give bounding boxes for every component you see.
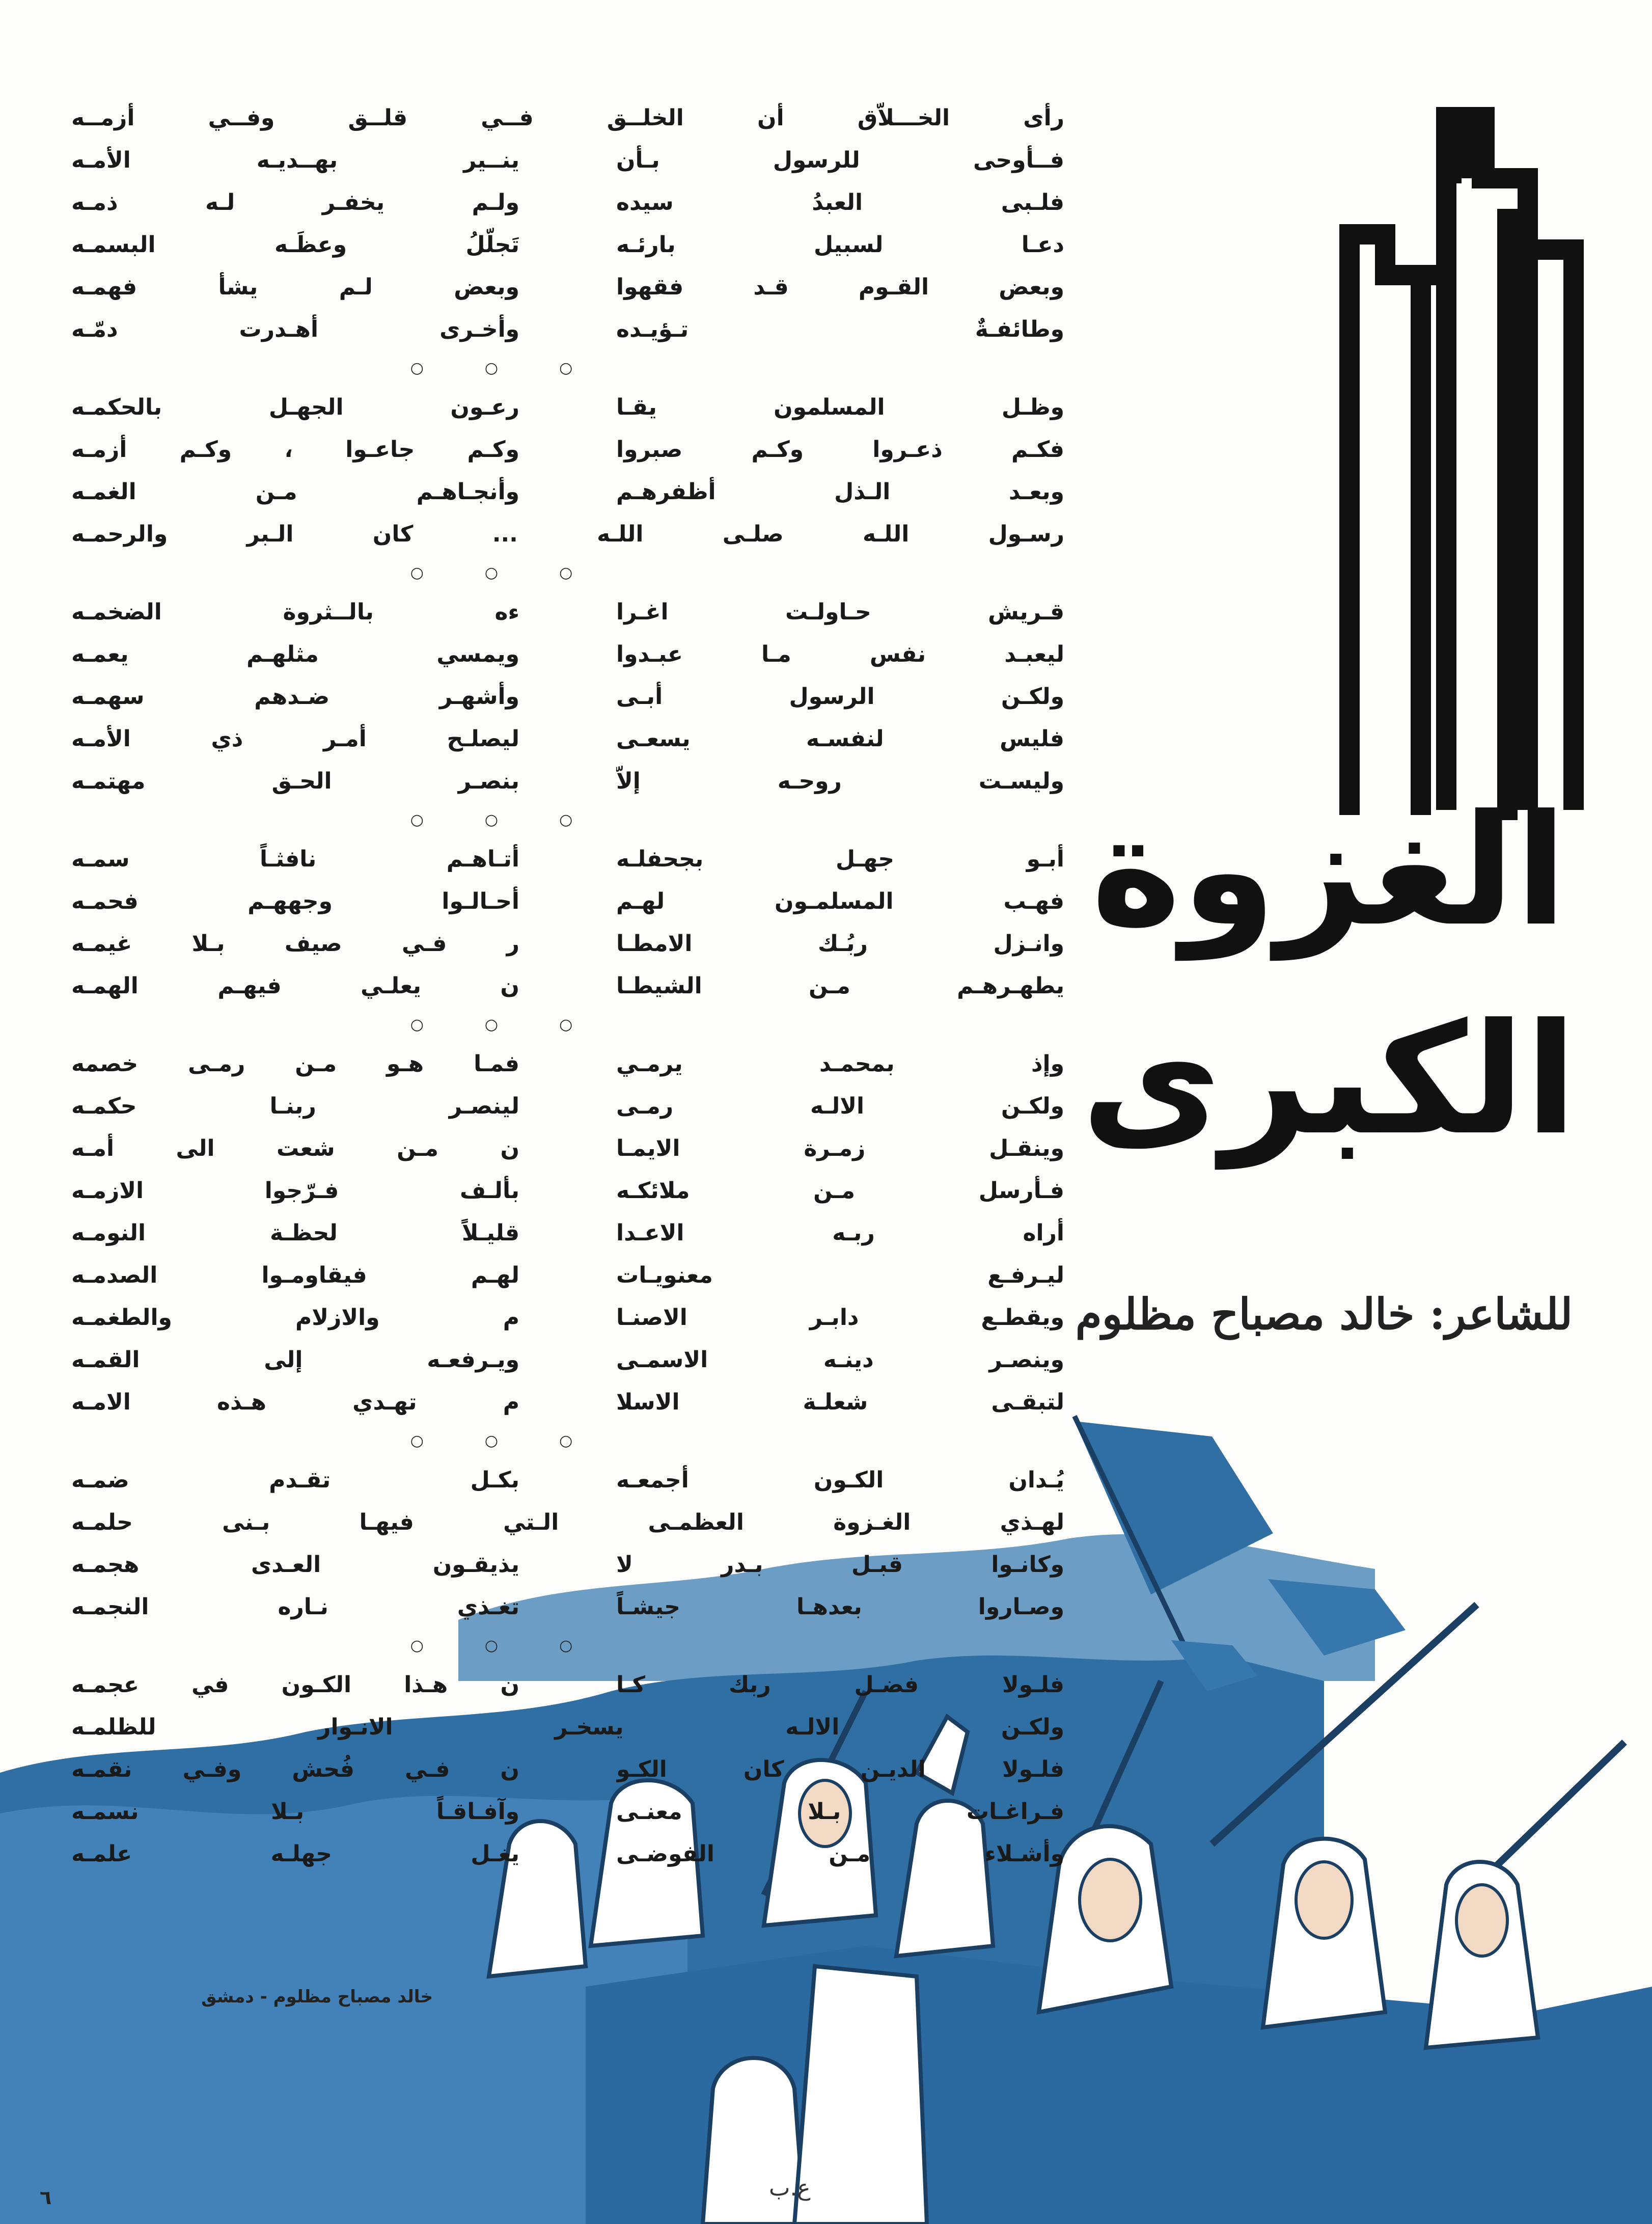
separator-dot: ○: [410, 811, 424, 829]
verse-first-hemistich: لتبقـى شعلـة الاسلا: [616, 1389, 1064, 1415]
verse-first-hemistich: فـأرسل مـن ملائكـه: [616, 1178, 1064, 1204]
verse-line: [71, 1501, 1064, 1543]
verse-second-hemistich: فمـا هـو مـن رمـى خصمه: [71, 1051, 519, 1077]
verse-second-hemistich: وكـم جاعـوا ، وكـم أزمـه: [71, 437, 519, 463]
verse-line: [71, 880, 1064, 923]
verse-first-hemistich: وينقـل زمـرة الايمـا: [616, 1135, 1064, 1161]
verse-first-hemistich: ويقطـع دابـر الاصنـا: [616, 1305, 1064, 1331]
separator-dot: ○: [410, 1016, 424, 1034]
verse-full: ولكـن الالـه يسخـر الانـوار للظلمـه: [71, 1714, 1064, 1740]
verse-second-hemistich: ولـم يخفـر لـه ذمـه: [71, 189, 519, 215]
verse-first-hemistich: وبعـد الـذل أظفرهـم: [616, 479, 1064, 505]
stanza-separator: [71, 1007, 1064, 1043]
verse-first-hemistich: ولكـن الالـه رمـى: [616, 1093, 1064, 1119]
verse-line: [71, 471, 1064, 513]
verse-second-hemistich: ويمسي مثلهـم يعمـه: [71, 641, 519, 667]
verse-line: [71, 1381, 1064, 1423]
verse-first-hemistich: دعـا لسبيل بارئـه: [616, 232, 1064, 258]
verse-second-hemistich: تغـذي نـاره النجمـه: [71, 1594, 519, 1620]
separator-dot: ○: [559, 1637, 573, 1655]
verse-line: [71, 838, 1064, 880]
stanza: [71, 591, 1064, 802]
separator-dot: ○: [559, 359, 573, 377]
verse-second-hemistich: ن هـذا الكـون في عجمـه: [71, 1672, 519, 1698]
verse-line: [71, 1085, 1064, 1127]
verse-second-hemistich: ر فـي صيف بـلا غيمـه: [71, 931, 519, 957]
stanza: [71, 1664, 1064, 1875]
verse-line: [71, 633, 1064, 675]
verse-first-hemistich: يطهـرهـم مـن الشيطـا: [616, 973, 1064, 999]
separator-dot: ○: [410, 359, 424, 377]
verse-line: [71, 1833, 1064, 1875]
separator-dot: ○: [559, 811, 573, 829]
verse-second-hemistich: لينصـر ربنـا حكمـه: [71, 1093, 519, 1119]
verse-first-hemistich: يُـدان الكـون أجمعـه: [616, 1467, 1064, 1493]
page-number: ٦: [40, 2186, 52, 2209]
verse-second-hemistich: بألـف فـرّجوا الازمـه: [71, 1178, 519, 1204]
verse-first-hemistich: وأشـلاء مـن الفوضـى: [616, 1841, 1064, 1867]
author-signature: خالد مصباح مظلوم - دمشق: [201, 1987, 433, 2007]
verse-second-hemistich: لهـم فيقاومـوا الصدمـه: [71, 1262, 519, 1288]
stanza-separator: [71, 350, 1064, 386]
verse-line: [71, 1254, 1064, 1296]
verse-full: رسـول اللـه صلـى اللـه ... كان الـبر والرحمـه: [71, 521, 1064, 547]
separator-dot: ○: [559, 1432, 573, 1450]
stanza-separator: [71, 555, 1064, 591]
verse-line: [71, 1706, 1064, 1748]
separator-dot: ○: [559, 1016, 573, 1034]
verse-second-hemistich: يذيقـون العـدى هجمـه: [71, 1552, 519, 1578]
verse-line: [71, 1127, 1064, 1170]
verse-first-hemistich: فــأوحى للرسول بـأن: [616, 147, 1064, 173]
title-line1: الغزوة: [1091, 782, 1567, 960]
verse-first-hemistich: ولكـن الرسول أبـى: [616, 684, 1064, 710]
verse-second-hemistich: بكـل تقـدم ضمـه: [71, 1467, 519, 1493]
verse-second-hemistich: وبعض لـم يشأ فهمـه: [71, 274, 519, 300]
verse-second-hemistich: ن مـن شعت الى أمـه: [71, 1135, 519, 1161]
verse-line: [71, 1459, 1064, 1501]
verse-second-hemistich: وأخـرى أهـدرت دمّـه: [71, 316, 519, 342]
verse-first-hemistich: وينصـر دينـه الاسمـى: [616, 1347, 1064, 1373]
verse-second-hemistich: يغـل جهلـه علمـه: [71, 1841, 519, 1867]
verse-second-hemistich: بنصـر الحـق مهتمـه: [71, 768, 519, 794]
verse-line: [71, 675, 1064, 718]
verse-line: [71, 386, 1064, 428]
verse-first-hemistich: قـريش حـاولـت اغـرا: [616, 599, 1064, 625]
title: [1059, 782, 1599, 1217]
verse-line: [71, 1043, 1064, 1085]
artist-signature: ع.ب: [769, 2175, 811, 2201]
verse-first-hemistich: وظـل المسلمون يقـا: [616, 394, 1064, 420]
verse-first-hemistich: وليسـت روحـه إلاّ: [616, 768, 1064, 794]
verse-line: [71, 760, 1064, 802]
separator-dot: ○: [410, 1637, 424, 1655]
separator-dot: ○: [484, 1432, 499, 1450]
verse-line: [71, 1170, 1064, 1212]
verse-first-hemistich: ليـرفـع معنويـات: [616, 1262, 1064, 1288]
verse-first-hemistich: وانـزل ربُـك الامطـا: [616, 931, 1064, 957]
stanza: [71, 97, 1064, 350]
verse-first-hemistich: وطائفـةٌ تـؤيـده: [616, 316, 1064, 342]
verse-first-hemistich: وإذ بمحمـد يرمـي: [616, 1051, 1064, 1077]
verse-first-hemistich: فـراغـات بـلا معنـى: [616, 1799, 1064, 1825]
verse-first-hemistich: فلـولا فضـل ربك كـا: [616, 1672, 1064, 1698]
verse-line: [71, 266, 1064, 308]
separator-dot: ○: [484, 1016, 499, 1034]
verse-line: [71, 591, 1064, 633]
verse-second-hemistich: قليـلاً لحظـة النومـه: [71, 1220, 519, 1246]
verse-line: [71, 923, 1064, 965]
separator-dot: ○: [484, 359, 499, 377]
verse-first-hemistich: وصـاروا بعدهـا جيشـاً: [616, 1594, 1064, 1620]
verse-first-hemistich: أراه ربـه الاعـدا: [616, 1220, 1064, 1246]
verse-second-hemistich: وأنجـاهـم مـن الغمـه: [71, 479, 519, 505]
verse-line: [71, 1586, 1064, 1628]
verse-second-hemistich: أحـالـوا وجههـم فحمـه: [71, 888, 519, 914]
verse-second-hemistich: رعـون الجهـل بالحكمـه: [71, 394, 519, 420]
verse-second-hemistich: وآفـاقـاً بـلا نسمـه: [71, 1799, 519, 1825]
verse-second-hemistich: ن فـي فُحش وفـي نقمـه: [71, 1756, 519, 1782]
verse-line: [71, 181, 1064, 224]
verse-line: [71, 139, 1064, 181]
verse-first-hemistich: فلـولا الديـن كان الكـو: [616, 1756, 1064, 1782]
separator-dot: ○: [484, 811, 499, 829]
verse-first-hemistich: فلـبى العبدُ سيده: [616, 189, 1064, 215]
separator-dot: ○: [410, 564, 424, 582]
verse-line: [71, 1543, 1064, 1586]
verse-first-hemistich: أبـو جهـل بجحفلـه: [616, 846, 1064, 872]
verse-full: لهـذي الغـزوة العظمـى الـتي فيهـا بـنى حلمـه: [71, 1509, 1064, 1535]
verse-line: [71, 1748, 1064, 1791]
stanza-separator: [71, 1423, 1064, 1459]
verse-second-hemistich: تَجلّلُ وعظَـه البسمـه: [71, 232, 519, 258]
verse-full: رأى الخـــلاّق أن الخلــق فــي قلــق وفــي أزمــه: [71, 105, 1064, 131]
verse-line: [71, 513, 1064, 555]
separator-dot: ○: [559, 564, 573, 582]
verse-line: [71, 718, 1064, 760]
verse-line: [71, 308, 1064, 350]
poet-credit: للشاعر: خالد مصباح مظلوم: [1075, 1289, 1573, 1339]
verse-first-hemistich: وكانـوا قبـل بـدر لا: [616, 1552, 1064, 1578]
verse-first-hemistich: فليس لنفسـه يسعـى: [616, 726, 1064, 752]
stanza: [71, 1459, 1064, 1628]
verse-second-hemistich: أتـاهـم نافثـاً سمـه: [71, 846, 519, 872]
title-line2: الكبرى: [1081, 991, 1577, 1169]
stanza: [71, 1043, 1064, 1423]
separator-dot: ○: [484, 1637, 499, 1655]
poem-body: [71, 97, 1064, 1875]
separator-dot: ○: [484, 564, 499, 582]
verse-second-hemistich: م تهـدي هـذه الامـه: [71, 1389, 519, 1415]
verse-line: [71, 1296, 1064, 1339]
verse-second-hemistich: ءه بالــثروة الضخمـه: [71, 599, 519, 625]
verse-first-hemistich: فكـم ذعـروا وكـم صبروا: [616, 437, 1064, 463]
verse-line: [71, 1212, 1064, 1254]
verse-first-hemistich: وبعض القـوم قـد فقهوا: [616, 274, 1064, 300]
verse-second-hemistich: ويـرفعـه إلى القمـه: [71, 1347, 519, 1373]
verse-line: [71, 1791, 1064, 1833]
verse-line: [71, 97, 1064, 139]
verse-second-hemistich: ينــير بهــديـه الأمـه: [71, 147, 519, 173]
stanza-separator: [71, 802, 1064, 838]
stanza: [71, 838, 1064, 1007]
verse-first-hemistich: فهـب المسلمـون لهـم: [616, 888, 1064, 914]
stanza-separator: [71, 1628, 1064, 1664]
stanza: [71, 386, 1064, 555]
verse-line: [71, 965, 1064, 1007]
verse-line: [71, 428, 1064, 471]
verse-line: [71, 1339, 1064, 1381]
verse-line: [71, 224, 1064, 266]
verse-second-hemistich: وأشهـر ضـدهم سهمـه: [71, 684, 519, 710]
verse-second-hemistich: ن يعلـي فيهـم الهمـه: [71, 973, 519, 999]
verse-second-hemistich: ليصلـح أمـر ذي الأمـه: [71, 726, 519, 752]
separator-dot: ○: [410, 1432, 424, 1450]
verse-first-hemistich: ليعبـد نفس مـا عبـدوا: [616, 641, 1064, 667]
verse-line: [71, 1664, 1064, 1706]
verse-second-hemistich: م والازلام والطغمـه: [71, 1305, 519, 1331]
